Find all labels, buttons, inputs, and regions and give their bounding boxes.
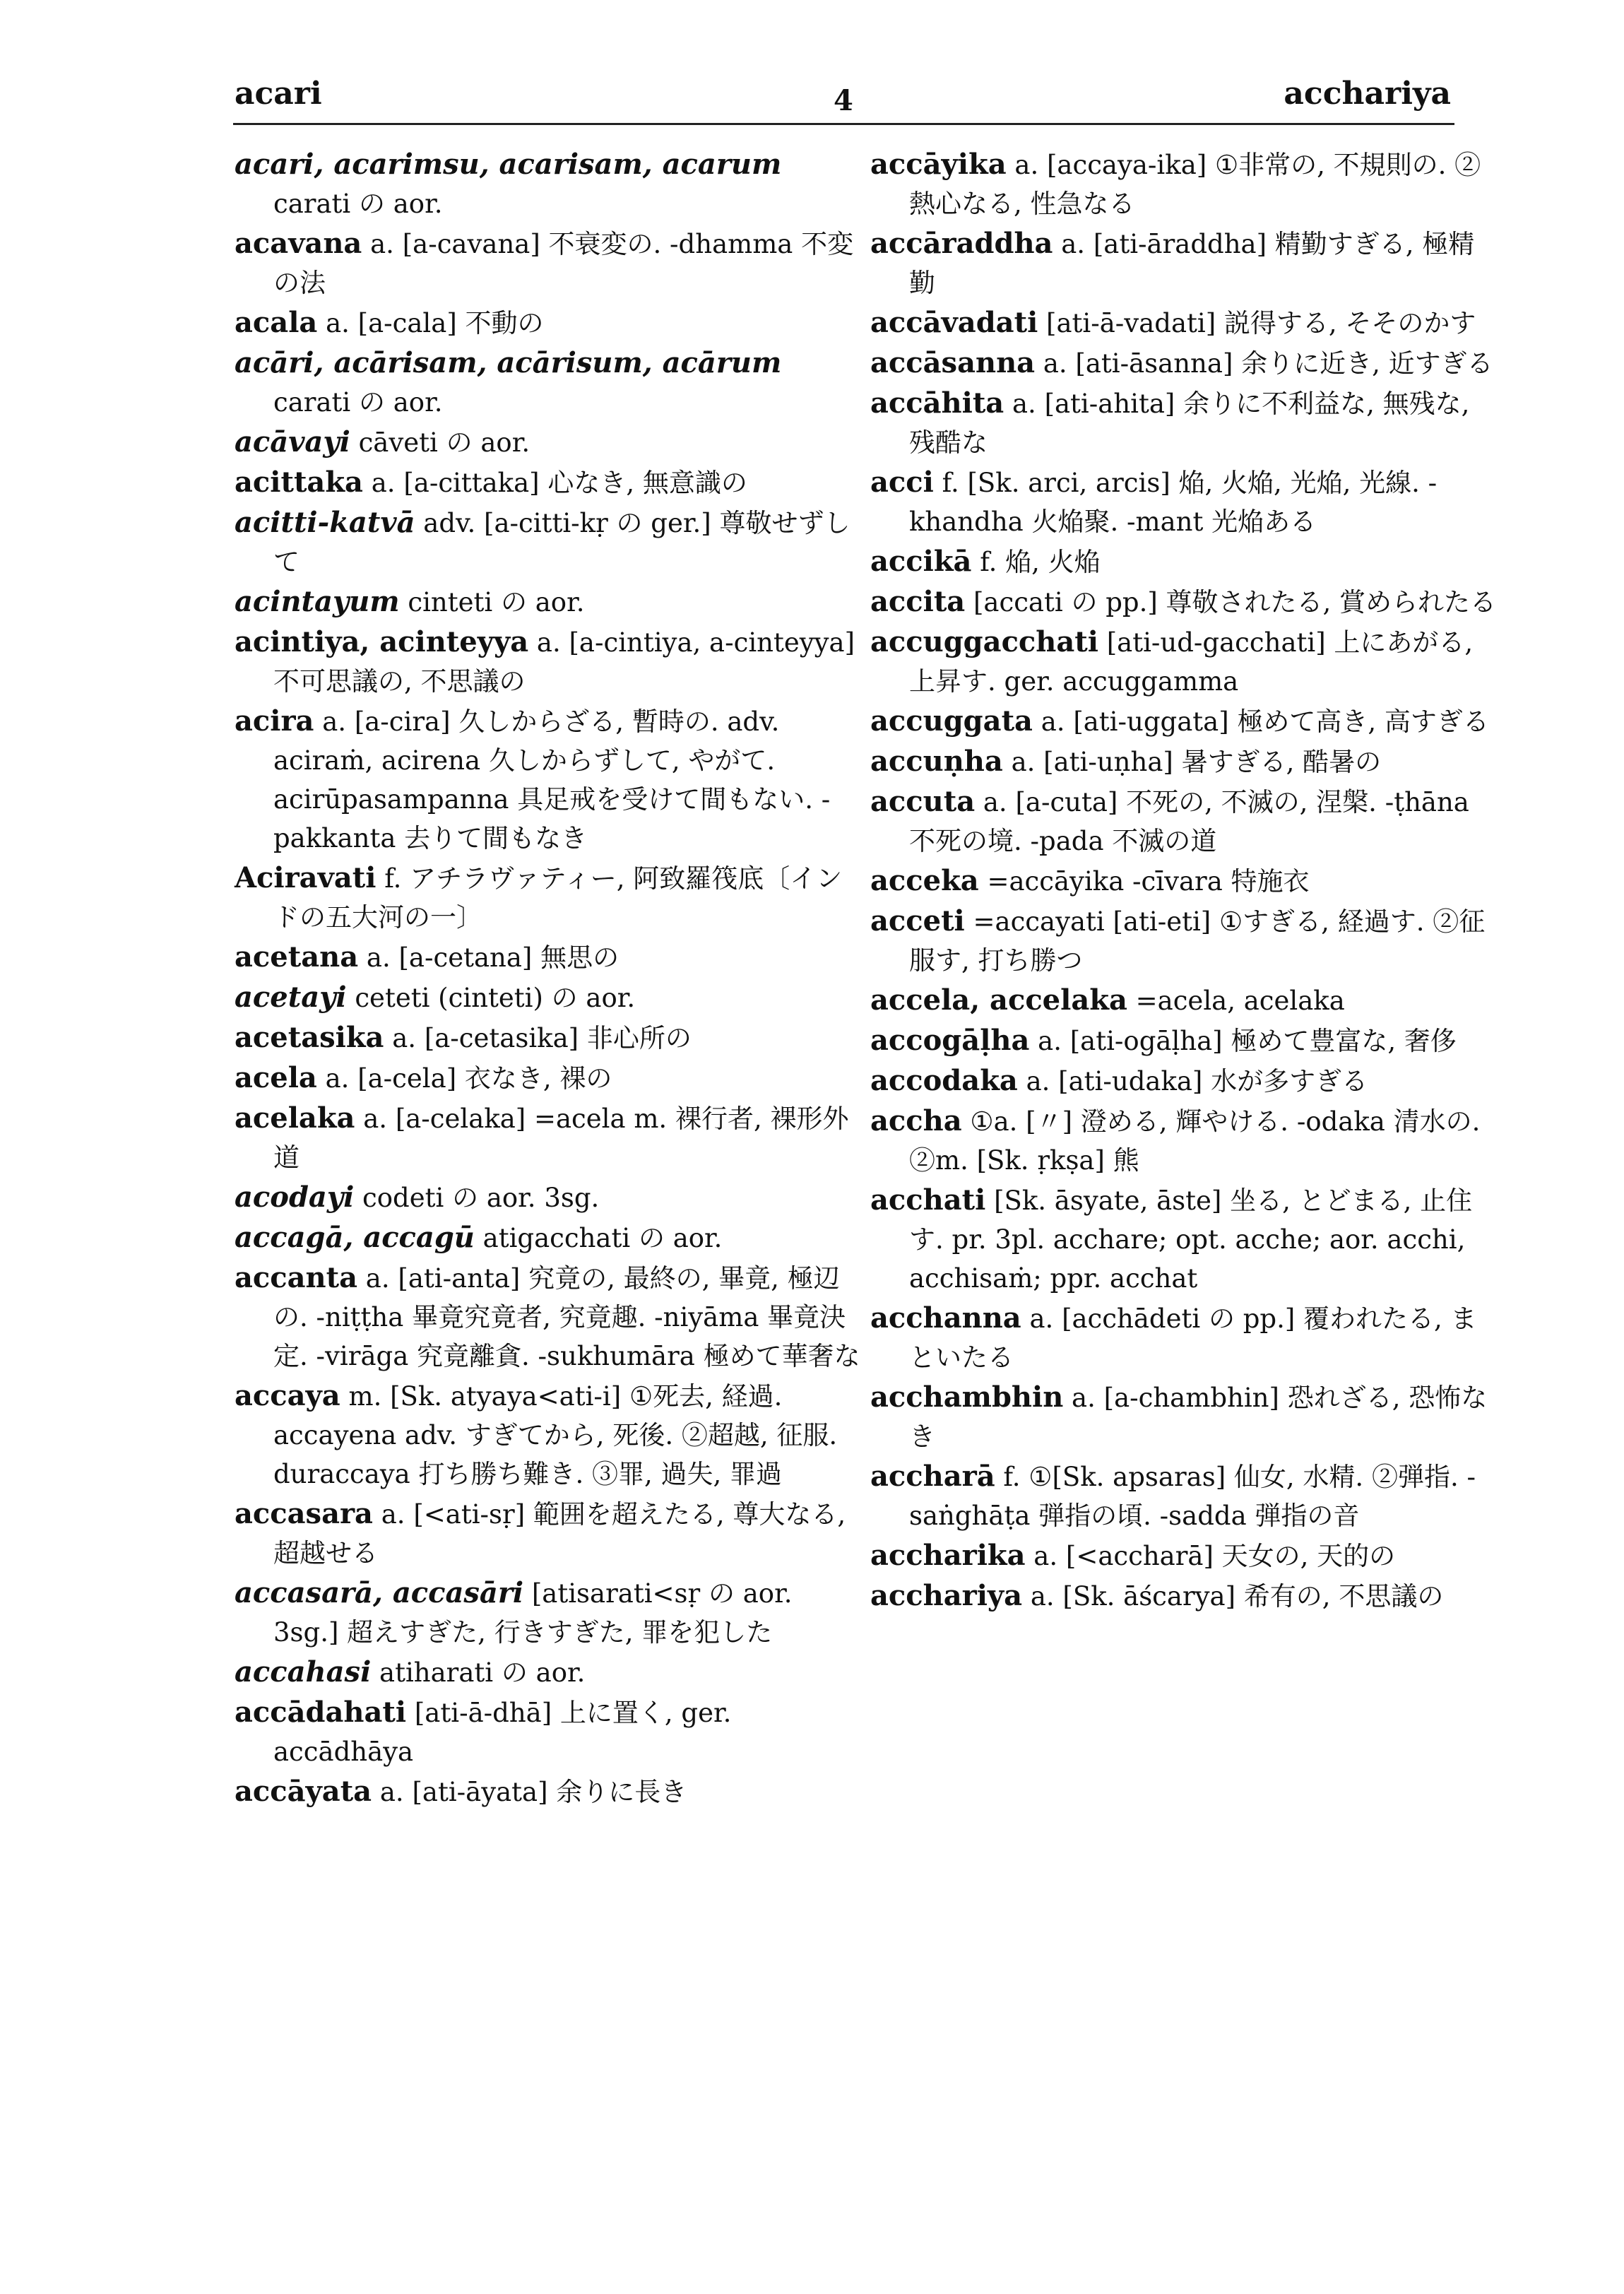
entry-headword: acitti-katvā: [235, 506, 415, 539]
entry-headword: acintayum: [235, 585, 400, 618]
dictionary-entry: [870, 1457, 1499, 1535]
dictionary-entry: [870, 622, 1499, 701]
dictionary-entry: [870, 1061, 1499, 1101]
entry-headword: accāvadati: [870, 306, 1038, 339]
entry-gloss: m. [Sk. atyaya<ati-i] ①死去, 経過. accayena adv. すぎてから, 死後. ②超越, 征服. duraccaya 打ち勝ち難き. ③罪, 過失, 罪過: [273, 1381, 838, 1489]
entry-headword: Aciravati: [235, 861, 377, 894]
entry-gloss: a. [a-cela] 衣なき, 裸の: [325, 1063, 612, 1094]
entry-gloss: carati の aor.: [273, 189, 443, 219]
entry-headword: acittaka: [235, 466, 363, 499]
dictionary-entry: [235, 938, 863, 977]
entry-gloss: adv. [a-citti-kṛ の ger.] 尊敬せずして: [273, 508, 850, 577]
entry-gloss: a. [a-cetana] 無思の: [366, 942, 620, 973]
entry-headword: acceti: [870, 904, 965, 938]
entry-headword: accasarā, accasāri: [235, 1576, 524, 1609]
entry-headword: accha: [870, 1104, 962, 1137]
dictionary-entry: [870, 303, 1499, 343]
dictionary-entry: [235, 1652, 863, 1692]
entry-gloss: a. [a-chambhin] 恐れざる, 恐怖なき: [909, 1383, 1488, 1452]
dictionary-entry: [870, 782, 1499, 861]
entry-gloss: atigacchati の aor.: [482, 1223, 723, 1253]
dictionary-entry: [235, 145, 863, 223]
entry-headword: acchariya: [870, 1579, 1023, 1612]
entry-headword: acari, acarimsu, acarisam, acarum: [235, 148, 782, 181]
entry-headword: accuggacchati: [870, 625, 1098, 658]
running-head-right: acchariya: [1284, 76, 1451, 112]
entry-headword: accuṇha: [870, 745, 1003, 778]
dictionary-entry: [235, 1218, 863, 1258]
entry-headword: accogāḷha: [870, 1024, 1030, 1057]
entry-headword: acceka: [870, 864, 979, 897]
dictionary-entry: [870, 1101, 1499, 1180]
dictionary-entry: [235, 463, 863, 502]
entry-headword: accuggata: [870, 704, 1033, 738]
entry-headword: acavana: [235, 227, 362, 260]
entry-headword: acchati: [870, 1183, 986, 1217]
entry-gloss: a. [a-cetasika] 非心所の: [392, 1023, 692, 1053]
entry-gloss: =accayati [ati-eti] ①すぎる, 経過す. ②征服す, 打ち勝つ: [909, 906, 1486, 976]
entry-headword: accāraddha: [870, 227, 1053, 260]
dictionary-entry: [870, 1299, 1499, 1377]
entry-headword: accāsanna: [870, 346, 1036, 379]
entry-gloss: a. [ati-āyata] 余りに長き: [379, 1777, 687, 1807]
entry-gloss: [ati-ā-vadati] 説得する, そそのかす: [1046, 308, 1476, 338]
entry-headword: accāyata: [235, 1775, 372, 1808]
dictionary-entry: [870, 463, 1499, 541]
dictionary-entry: [870, 981, 1499, 1020]
entry-gloss: cāveti の aor.: [358, 427, 531, 458]
entry-headword: accagā, accagū: [235, 1221, 475, 1254]
entry-headword: accaya: [235, 1379, 340, 1412]
entry-headword: acintiya, acinteyya: [235, 625, 529, 658]
entry-headword: accāyika: [870, 148, 1007, 181]
entry-gloss: a. [a-cittaka] 心なき, 無意識の: [371, 468, 747, 498]
entry-gloss: [atisarati<sṛ の aor. 3sg.] 超えすぎた, 行きすぎた, 罪を犯した: [273, 1578, 793, 1648]
dictionary-entry: [235, 1099, 863, 1177]
entry-gloss: a. [<ati-sṛ] 範囲を超えたる, 尊大なる, 超越せる: [273, 1499, 846, 1568]
entry-headword: accasara: [235, 1497, 373, 1530]
entry-gloss: a. [ati-ahita] 余りに不利益な, 無残な, 残酷な: [909, 389, 1470, 458]
dictionary-entry: [870, 742, 1499, 781]
entry-headword: acala: [235, 306, 318, 339]
entry-gloss: a. [ati-uggata] 極めて高き, 高すぎる: [1041, 706, 1489, 737]
dictionary-entry: [235, 1058, 863, 1098]
dictionary-entry: [235, 503, 863, 581]
entry-gloss: ①a. [〃] 澄める, 輝やける. -odaka 清水の. ②m. [Sk. ṛkṣa] 熊: [909, 1106, 1481, 1176]
dictionary-entry: [235, 1573, 863, 1652]
entry-headword: acci: [870, 466, 934, 499]
dictionary-entry: [870, 702, 1499, 741]
entry-headword: accuta: [870, 785, 976, 818]
dictionary-entry: [235, 422, 863, 462]
dictionary-entry: [870, 343, 1499, 383]
dictionary-entry: [870, 901, 1499, 980]
right-column: [870, 145, 1499, 1616]
dictionary-entry: [235, 622, 863, 701]
entry-gloss: f. ①[Sk. apsaras] 仙女, 水精. ②弾指. -saṅghāṭa 弾指の頃. -sadda 弾指の音: [909, 1462, 1476, 1531]
entry-headword: acela: [235, 1061, 317, 1094]
entry-gloss: codeti の aor. 3sg.: [362, 1183, 600, 1213]
entry-headword: accodaka: [870, 1064, 1018, 1097]
dictionary-entry: [870, 1181, 1499, 1298]
entry-gloss: a. [acchādeti の pp.] 覆われたる, まといたる: [909, 1303, 1477, 1373]
entry-headword: accāhita: [870, 386, 1004, 420]
entry-gloss: a. [a-cala] 不動の: [326, 308, 544, 338]
entry-gloss: =acela, acelaka: [1135, 986, 1345, 1016]
entry-headword: accādahati: [235, 1696, 407, 1729]
entry-gloss: f. アチラヴァティー, 阿致羅筏底〔インドの五大河の一〕: [273, 863, 843, 933]
entry-gloss: a. [accaya-ika] ①非常の, 不規則の. ②熱心なる, 性急なる: [909, 150, 1481, 219]
entry-headword: acodayi: [235, 1181, 355, 1214]
entry-headword: accharā: [870, 1460, 995, 1493]
dictionary-entry: [870, 1536, 1499, 1575]
entry-gloss: a. [<accharā] 天女の, 天的の: [1033, 1541, 1396, 1571]
entry-gloss: a. [a-cintiya, a-cinteyya] 不可思議の, 不思議の: [273, 627, 855, 697]
entry-gloss: atiharati の aor.: [379, 1657, 586, 1688]
entry-headword: accahasi: [235, 1655, 372, 1689]
dictionary-entry: [870, 1378, 1499, 1456]
dictionary-entry: [235, 1018, 863, 1058]
dictionary-entry: [870, 582, 1499, 622]
entry-headword: acetana: [235, 940, 359, 974]
entry-headword: accharika: [870, 1539, 1026, 1572]
running-head-left: acari: [235, 76, 322, 112]
dictionary-entry: [235, 1494, 863, 1573]
entry-gloss: a. [ati-anta] 究竟の, 最終の, 畢竟, 極辺の. -niṭṭha 畢竟究竟者, 究竟趣. -niyāma 畢竟決定. -virāga 究竟離貪. -sukhumāra 極めて華奢な: [273, 1263, 860, 1371]
entry-headword: accikā: [870, 545, 972, 578]
left-column: [235, 145, 863, 1812]
page-number: 4: [834, 84, 853, 117]
dictionary-entry: [870, 1021, 1499, 1060]
dictionary-entry: [870, 542, 1499, 581]
entry-gloss: [ati-ud-gacchati] 上にあがる, 上昇す. ger. accuggamma: [909, 627, 1474, 697]
entry-gloss: [Sk. āsyate, āste] 坐る, とどまる, 止住す. pr. 3pl. acchare; opt. acche; aor. acchi, acchisaṁ; ppr. acchat: [909, 1186, 1473, 1294]
dictionary-entry: [235, 1258, 863, 1376]
dictionary-entry: [235, 1772, 863, 1811]
dictionary-entry: [870, 145, 1499, 223]
dictionary-entry: [870, 224, 1499, 302]
entry-headword: acchanna: [870, 1301, 1021, 1335]
entry-headword: accela, accelaka: [870, 983, 1127, 1017]
dictionary-entry: [235, 582, 863, 622]
entry-gloss: f. [Sk. arci, arcis] 焔, 火焔, 光焔, 光線. -khandha 火焔聚. -mant 光焔ある: [909, 468, 1438, 537]
entry-gloss: [ati-ā-dhā] 上に置く, ger. accādhāya: [273, 1698, 732, 1767]
entry-headword: acchambhin: [870, 1380, 1064, 1414]
dictionary-entry: [870, 384, 1499, 462]
dictionary-entry: [235, 858, 863, 937]
entry-headword: acāvayi: [235, 425, 350, 459]
header-rule: [233, 123, 1454, 125]
dictionary-entry: [235, 224, 863, 302]
entry-gloss: a. [a-cavana] 不衰変の. -dhamma 不変の法: [273, 229, 854, 298]
entry-gloss: a. [ati-uṇha] 暑すぎる, 酷暑の: [1011, 747, 1382, 777]
entry-gloss: f. 焔, 火焔: [980, 547, 1101, 577]
entry-gloss: cinteti の aor.: [408, 587, 585, 617]
entry-headword: acelaka: [235, 1101, 355, 1135]
entry-gloss: a. [a-celaka] =acela m. 裸行者, 裸形外道: [273, 1104, 849, 1173]
entry-gloss: carati の aor.: [273, 387, 443, 418]
entry-gloss: a. [ati-āsanna] 余りに近き, 近すぎる: [1043, 348, 1493, 379]
dictionary-entry: [235, 1178, 863, 1217]
entry-gloss: [accati の pp.] 尊敬されたる, 賞められたる: [973, 587, 1497, 617]
entry-headword: acira: [235, 704, 314, 738]
dictionary-entry: [235, 702, 863, 858]
entry-gloss: a. [ati-āraddha] 精勤すぎる, 極精勤: [909, 229, 1475, 298]
entry-gloss: a. [a-cira] 久しからざる, 暫時の. adv. aciraṁ, acirena 久しからずして, やがて. acirūpasampanna 具足戒を受けて間もない. -pakkanta 去りて間もなき: [273, 706, 831, 853]
entry-gloss: a. [Sk. āścarya] 希有の, 不思議の: [1030, 1581, 1444, 1612]
dictionary-entry: [235, 978, 863, 1017]
dictionary-entry: [235, 1376, 863, 1494]
entry-headword: acetayi: [235, 981, 347, 1014]
entry-gloss: a. [ati-udaka] 水が多すぎる: [1026, 1066, 1368, 1096]
dictionary-entry: [235, 1693, 863, 1771]
dictionary-entry: [870, 1576, 1499, 1616]
dictionary-entry: [870, 861, 1499, 901]
entry-gloss: =accāyika -cīvara 特施衣: [987, 866, 1310, 897]
entry-headword: accita: [870, 585, 966, 618]
entry-gloss: a. [ati-ogāḷha] 極めて豊富な, 奢侈: [1038, 1026, 1457, 1056]
entry-gloss: a. [a-cuta] 不死の, 不滅の, 涅槃. -ṭhāna 不死の境. -pada 不滅の道: [909, 787, 1469, 856]
entry-headword: acāri, acārisam, acārisum, acārum: [235, 346, 782, 379]
dictionary-entry: [235, 343, 863, 422]
dictionary-entry: [235, 303, 863, 343]
entry-headword: accanta: [235, 1261, 358, 1294]
entry-gloss: ceteti (cinteti) の aor.: [355, 983, 636, 1013]
entry-headword: acetasika: [235, 1021, 384, 1054]
